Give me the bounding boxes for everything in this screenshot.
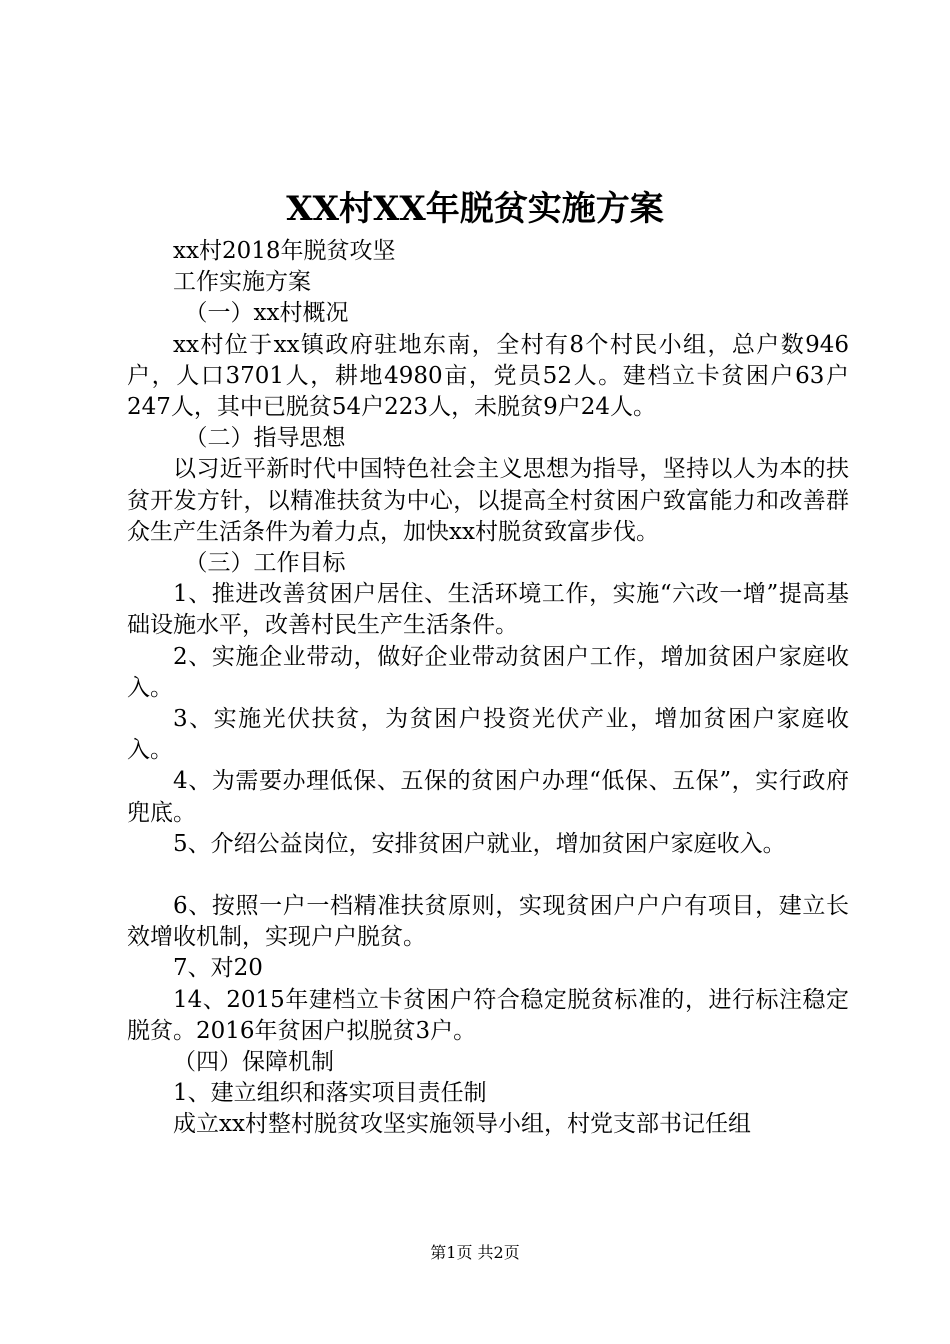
document-body (127, 236, 849, 1141)
page-number-label: 第1页 共2页 (430, 1243, 520, 1262)
paragraph-goal-7: 7、对20 (173, 955, 263, 982)
paragraph-goal-1: 1、推进改善贫困户居住、生活环境工作，实施“六改一增”提高基础设施水平，改善村民生产生活条件。 (127, 581, 849, 639)
section-heading-guiding-thought: （二）指导思想 (184, 425, 346, 452)
paragraph-subtitle-2: 工作实施方案 (173, 269, 311, 296)
paragraph-gap (127, 860, 849, 891)
paragraph-subtitle-1: xx村2018年脱贫攻坚 (173, 238, 396, 264)
paragraph-safeguard-1-detail: 成立xx村整村脱贫攻坚实施领导小组，村党支部书记任组 (173, 1111, 751, 1138)
paragraph-guiding-thought: 以习近平新时代中国特色社会主义思想为指导，坚持以人为本的扶贫开发方针，以精准扶贫为中心，以提高全村贫困户致富能力和改善群众生产生活条件为着力点，加快xx村脱贫致富步伐。 (127, 456, 849, 545)
paragraph-goal-14: 14、2015年建档立卡贫困户符合稳定脱贫标准的，进行标注稳定脱贫。2016年贫困户拟脱贫3户。 (127, 986, 849, 1044)
paragraph-goal-6: 6、按照一户一档精准扶贫原则，实现贫困户户户有项目，建立长效增收机制，实现户户脱贫。 (127, 893, 849, 951)
section-heading-overview: （一）xx村概况 (184, 300, 349, 327)
section-heading-goals: （三）工作目标 (184, 550, 346, 577)
section-heading-safeguards: （四）保障机制 (173, 1049, 334, 1076)
paragraph-goal-4: 4、为需要办理低保、五保的贫困户办理“低保、五保”，实行政府兜底。 (127, 768, 849, 826)
paragraph-goal-5: 5、介绍公益岗位，安排贫困户就业，增加贫困户家庭收入。 (173, 830, 786, 857)
paragraph-overview: xx村位于xx镇政府驻地东南，全村有8个村民小组，总户数946户，人口3701人，耕地4980亩，党员52人。建档立卡贫困户63户247人，其中已脱贫54户223人，未脱贫9户24人。 (127, 331, 849, 421)
document-title: XX村XX年脱贫实施方案 (286, 189, 664, 229)
paragraph-goal-3: 3、实施光伏扶贫，为贫困户投资光伏产业，增加贫困户家庭收入。 (127, 706, 849, 764)
paragraph-safeguard-1: 1、建立组织和落实项目责任制 (173, 1080, 487, 1107)
paragraph-goal-2: 2、实施企业带动，做好企业带动贫困户工作，增加贫困户家庭收入。 (127, 643, 849, 701)
page-footer (0, 1241, 950, 1265)
